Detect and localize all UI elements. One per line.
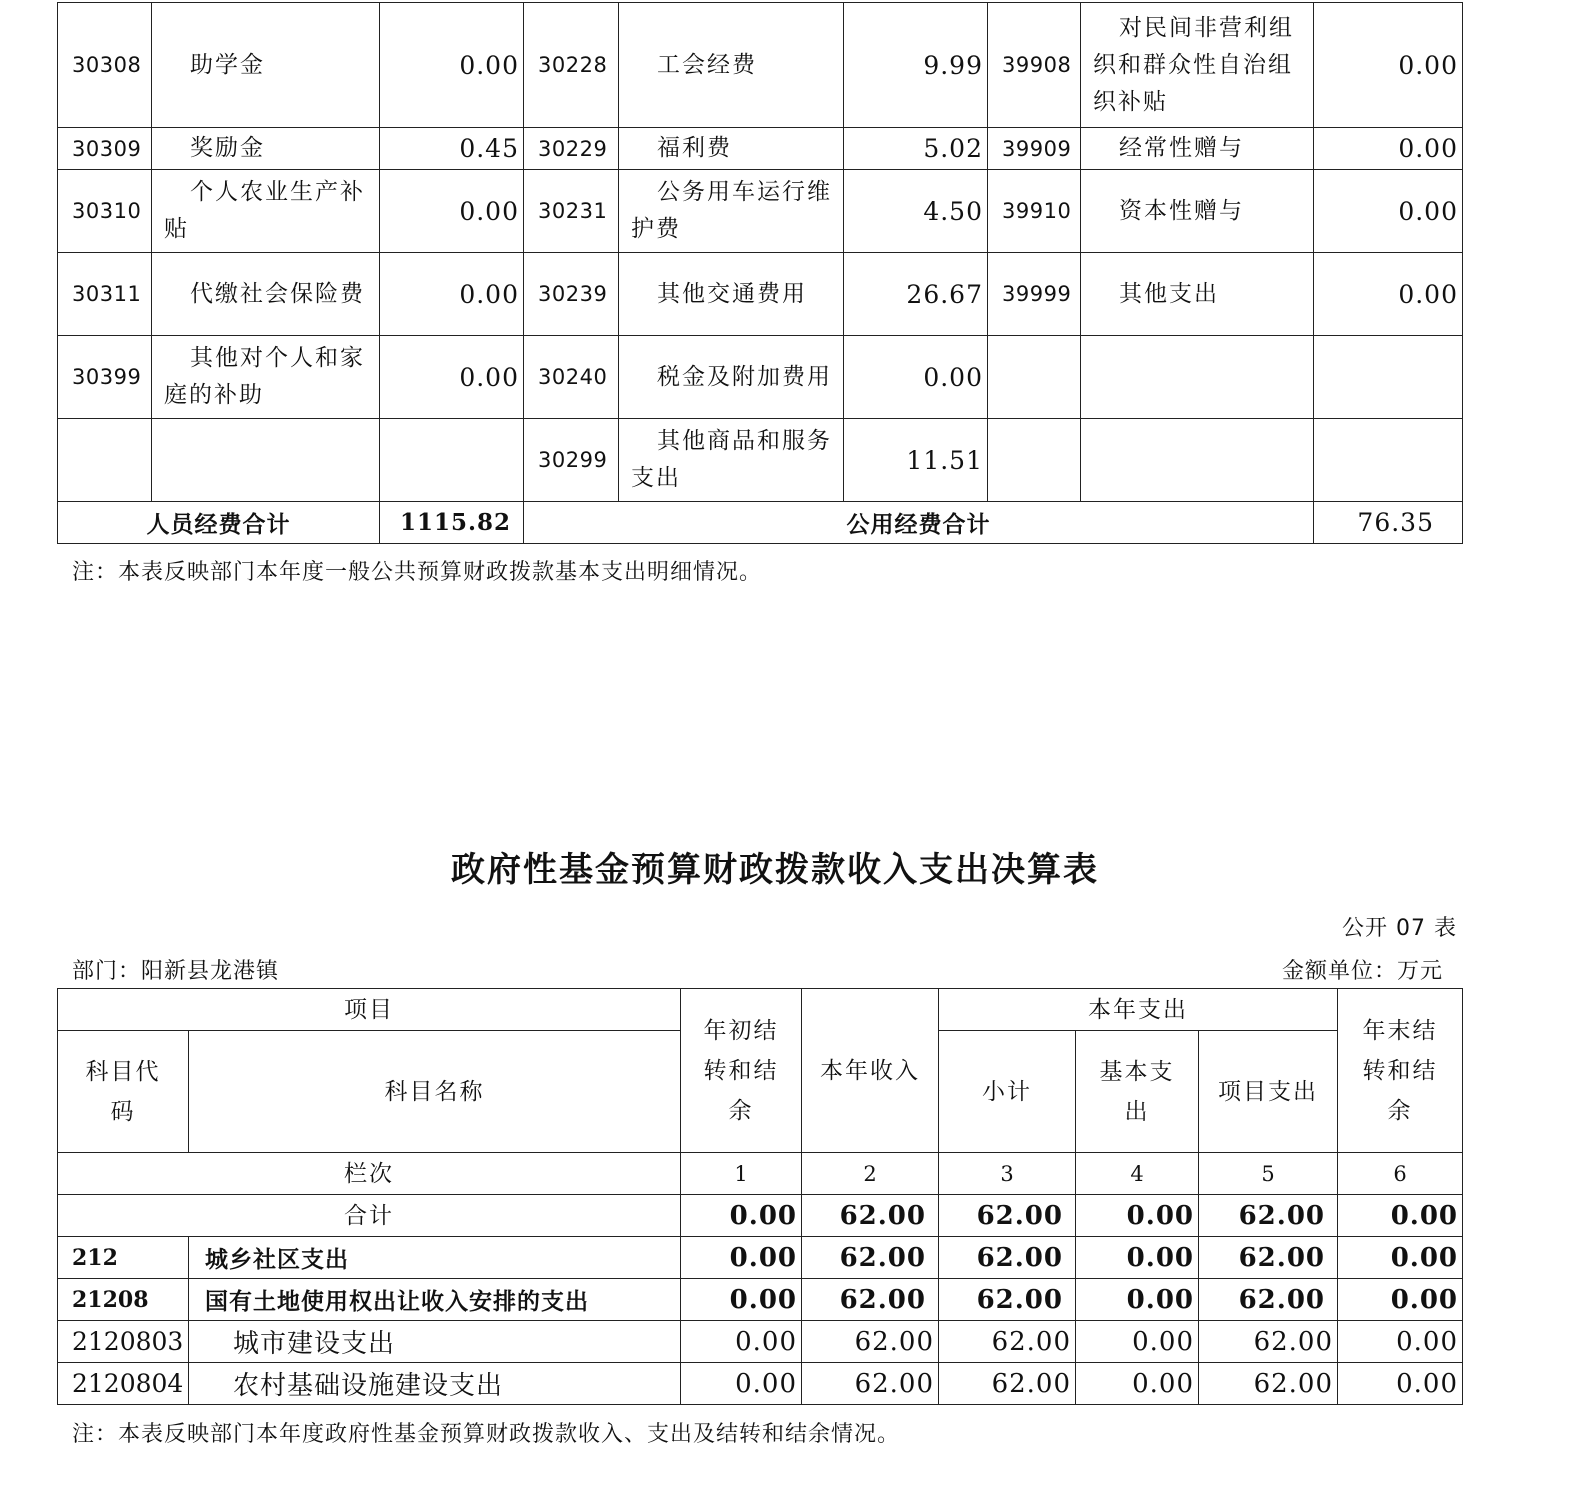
amount: 0.00 <box>1314 3 1463 128</box>
form-number: 公开 07 表 <box>1342 916 1457 941</box>
subject-name: 经常性赠与 <box>1081 128 1314 170</box>
total-value: 0.00 <box>1338 1195 1463 1237</box>
subject-code: 30311 <box>58 253 152 336</box>
row-amount: 0.00 <box>681 1321 802 1363</box>
row-amount: 62.00 <box>1199 1237 1338 1279</box>
expense-row <box>58 3 1463 128</box>
total-label: 合计 <box>58 1195 681 1237</box>
amount: 0.00 <box>1314 128 1463 170</box>
department-label: 部门：阳新县龙港镇 <box>72 959 280 984</box>
row-amount: 62.00 <box>1199 1321 1338 1363</box>
subject-code <box>988 336 1081 419</box>
amount <box>380 419 524 502</box>
subject-code: 30239 <box>524 253 619 336</box>
column-number-row <box>58 1153 1463 1195</box>
row-subject-name: 国有土地使用权出让收入安排的支出 <box>189 1279 681 1321</box>
subject-code: 30308 <box>58 3 152 128</box>
subject-name: 其他对个人和家庭的补助 <box>152 336 380 419</box>
total-value: 62.00 <box>939 1195 1076 1237</box>
row-subject-name: 城市建设支出 <box>189 1321 681 1363</box>
subject-name: 税金及附加费用 <box>619 336 844 419</box>
row-amount: 62.00 <box>802 1237 939 1279</box>
total-value: 62.00 <box>1199 1195 1338 1237</box>
expense-row <box>58 128 1463 170</box>
subject-name: 个人农业生产补贴 <box>152 170 380 253</box>
row-amount: 0.00 <box>1076 1363 1199 1405</box>
budget-row <box>58 1279 1463 1321</box>
public-total-label: 公用经费合计 <box>524 502 1314 544</box>
row-amount: 62.00 <box>939 1321 1076 1363</box>
budget-row <box>58 1237 1463 1279</box>
total-value: 0.00 <box>681 1195 802 1237</box>
header-annual-expense: 本年支出 <box>939 989 1338 1031</box>
amount: 0.00 <box>1314 253 1463 336</box>
public-total-value: 76.35 <box>1314 502 1463 544</box>
subject-code: 30240 <box>524 336 619 419</box>
subject-name: 奖励金 <box>152 128 380 170</box>
header-basic-expense: 基本支出 <box>1076 1031 1199 1153</box>
header-subject-code: 科目代码 <box>58 1031 189 1153</box>
subject-name: 对民间非营利组织和群众性自治组织补贴 <box>1081 3 1314 128</box>
budget-row <box>58 1363 1463 1405</box>
amount: 0.00 <box>1314 170 1463 253</box>
row-amount: 0.00 <box>681 1279 802 1321</box>
column-label: 栏次 <box>58 1153 681 1195</box>
row-amount: 62.00 <box>939 1363 1076 1405</box>
expense-row <box>58 170 1463 253</box>
row-amount: 0.00 <box>1076 1279 1199 1321</box>
table1-note: 注：本表反映部门本年度一般公共预算财政拨款基本支出明细情况。 <box>72 560 763 585</box>
gov-fund-budget-table <box>57 988 1463 1405</box>
row-amount: 62.00 <box>802 1321 939 1363</box>
row-amount: 62.00 <box>802 1363 939 1405</box>
amount: 0.00 <box>380 336 524 419</box>
total-row <box>58 502 1463 544</box>
column-number: 5 <box>1199 1153 1338 1195</box>
subject-code: 30299 <box>524 419 619 502</box>
header-closing-balance: 年末结转和结余 <box>1338 989 1463 1153</box>
expense-row <box>58 419 1463 502</box>
amount: 26.67 <box>844 253 988 336</box>
header-project: 项目 <box>58 989 681 1031</box>
subject-name: 工会经费 <box>619 3 844 128</box>
unit-label: 金额单位：万元 <box>1282 959 1444 984</box>
subject-code: 30310 <box>58 170 152 253</box>
row-amount: 0.00 <box>1076 1237 1199 1279</box>
row-subject-code: 21208 <box>58 1279 189 1321</box>
amount: 0.00 <box>380 253 524 336</box>
row-amount: 62.00 <box>802 1279 939 1321</box>
subject-name: 其他商品和服务支出 <box>619 419 844 502</box>
subject-code: 39909 <box>988 128 1081 170</box>
header-subtotal: 小计 <box>939 1031 1076 1153</box>
row-amount: 62.00 <box>939 1237 1076 1279</box>
row-amount: 0.00 <box>1338 1363 1463 1405</box>
subject-name: 公务用车运行维护费 <box>619 170 844 253</box>
subject-code: 39910 <box>988 170 1081 253</box>
amount <box>1314 419 1463 502</box>
row-amount: 0.00 <box>1076 1321 1199 1363</box>
total-value: 62.00 <box>802 1195 939 1237</box>
amount: 11.51 <box>844 419 988 502</box>
subject-code: 30229 <box>524 128 619 170</box>
subject-code: 30309 <box>58 128 152 170</box>
amount: 0.45 <box>380 128 524 170</box>
amount: 0.00 <box>844 336 988 419</box>
page-title: 政府性基金预算财政拨款收入支出决算表 <box>451 850 1099 890</box>
column-number: 2 <box>802 1153 939 1195</box>
table2-note: 注：本表反映部门本年度政府性基金预算财政拨款收入、支出及结转和结余情况。 <box>72 1422 901 1447</box>
row-amount: 62.00 <box>1199 1279 1338 1321</box>
row-amount: 0.00 <box>1338 1321 1463 1363</box>
header-project-expense: 项目支出 <box>1199 1031 1338 1153</box>
amount: 9.99 <box>844 3 988 128</box>
subject-code: 30231 <box>524 170 619 253</box>
amount: 0.00 <box>380 3 524 128</box>
column-number: 1 <box>681 1153 802 1195</box>
subject-name <box>152 419 380 502</box>
subject-code: 39908 <box>988 3 1081 128</box>
row-amount: 62.00 <box>1199 1363 1338 1405</box>
column-number: 4 <box>1076 1153 1199 1195</box>
row-amount: 0.00 <box>1338 1237 1463 1279</box>
subject-name <box>1081 419 1314 502</box>
subject-code: 30399 <box>58 336 152 419</box>
column-number: 3 <box>939 1153 1076 1195</box>
row-subject-name: 农村基础设施建设支出 <box>189 1363 681 1405</box>
subject-name: 资本性赠与 <box>1081 170 1314 253</box>
subject-name: 其他交通费用 <box>619 253 844 336</box>
basic-expenditure-detail-table <box>57 2 1463 544</box>
subject-name: 福利费 <box>619 128 844 170</box>
subject-code <box>58 419 152 502</box>
subject-code <box>988 419 1081 502</box>
budget-row <box>58 1321 1463 1363</box>
subject-code: 39999 <box>988 253 1081 336</box>
row-subject-code: 2120803 <box>58 1321 189 1363</box>
subject-name: 其他支出 <box>1081 253 1314 336</box>
subject-code: 30228 <box>524 3 619 128</box>
amount: 0.00 <box>380 170 524 253</box>
personnel-total-value: 1115.82 <box>380 502 524 544</box>
subject-name: 助学金 <box>152 3 380 128</box>
amount: 5.02 <box>844 128 988 170</box>
row-amount: 0.00 <box>1338 1279 1463 1321</box>
row-subject-code: 212 <box>58 1237 189 1279</box>
grand-total-row <box>58 1195 1463 1237</box>
header-subject-name: 科目名称 <box>189 1031 681 1153</box>
subject-name <box>1081 336 1314 419</box>
amount <box>1314 336 1463 419</box>
expense-row <box>58 253 1463 336</box>
personnel-total-label: 人员经费合计 <box>58 502 380 544</box>
amount: 4.50 <box>844 170 988 253</box>
row-subject-code: 2120804 <box>58 1363 189 1405</box>
row-amount: 0.00 <box>681 1237 802 1279</box>
total-value: 0.00 <box>1076 1195 1199 1237</box>
header-annual-income: 本年收入 <box>802 989 939 1153</box>
row-amount: 62.00 <box>939 1279 1076 1321</box>
row-amount: 0.00 <box>681 1363 802 1405</box>
header-opening-balance: 年初结转和结余 <box>681 989 802 1153</box>
expense-row <box>58 336 1463 419</box>
row-subject-name: 城乡社区支出 <box>189 1237 681 1279</box>
subject-name: 代缴社会保险费 <box>152 253 380 336</box>
column-number: 6 <box>1338 1153 1463 1195</box>
